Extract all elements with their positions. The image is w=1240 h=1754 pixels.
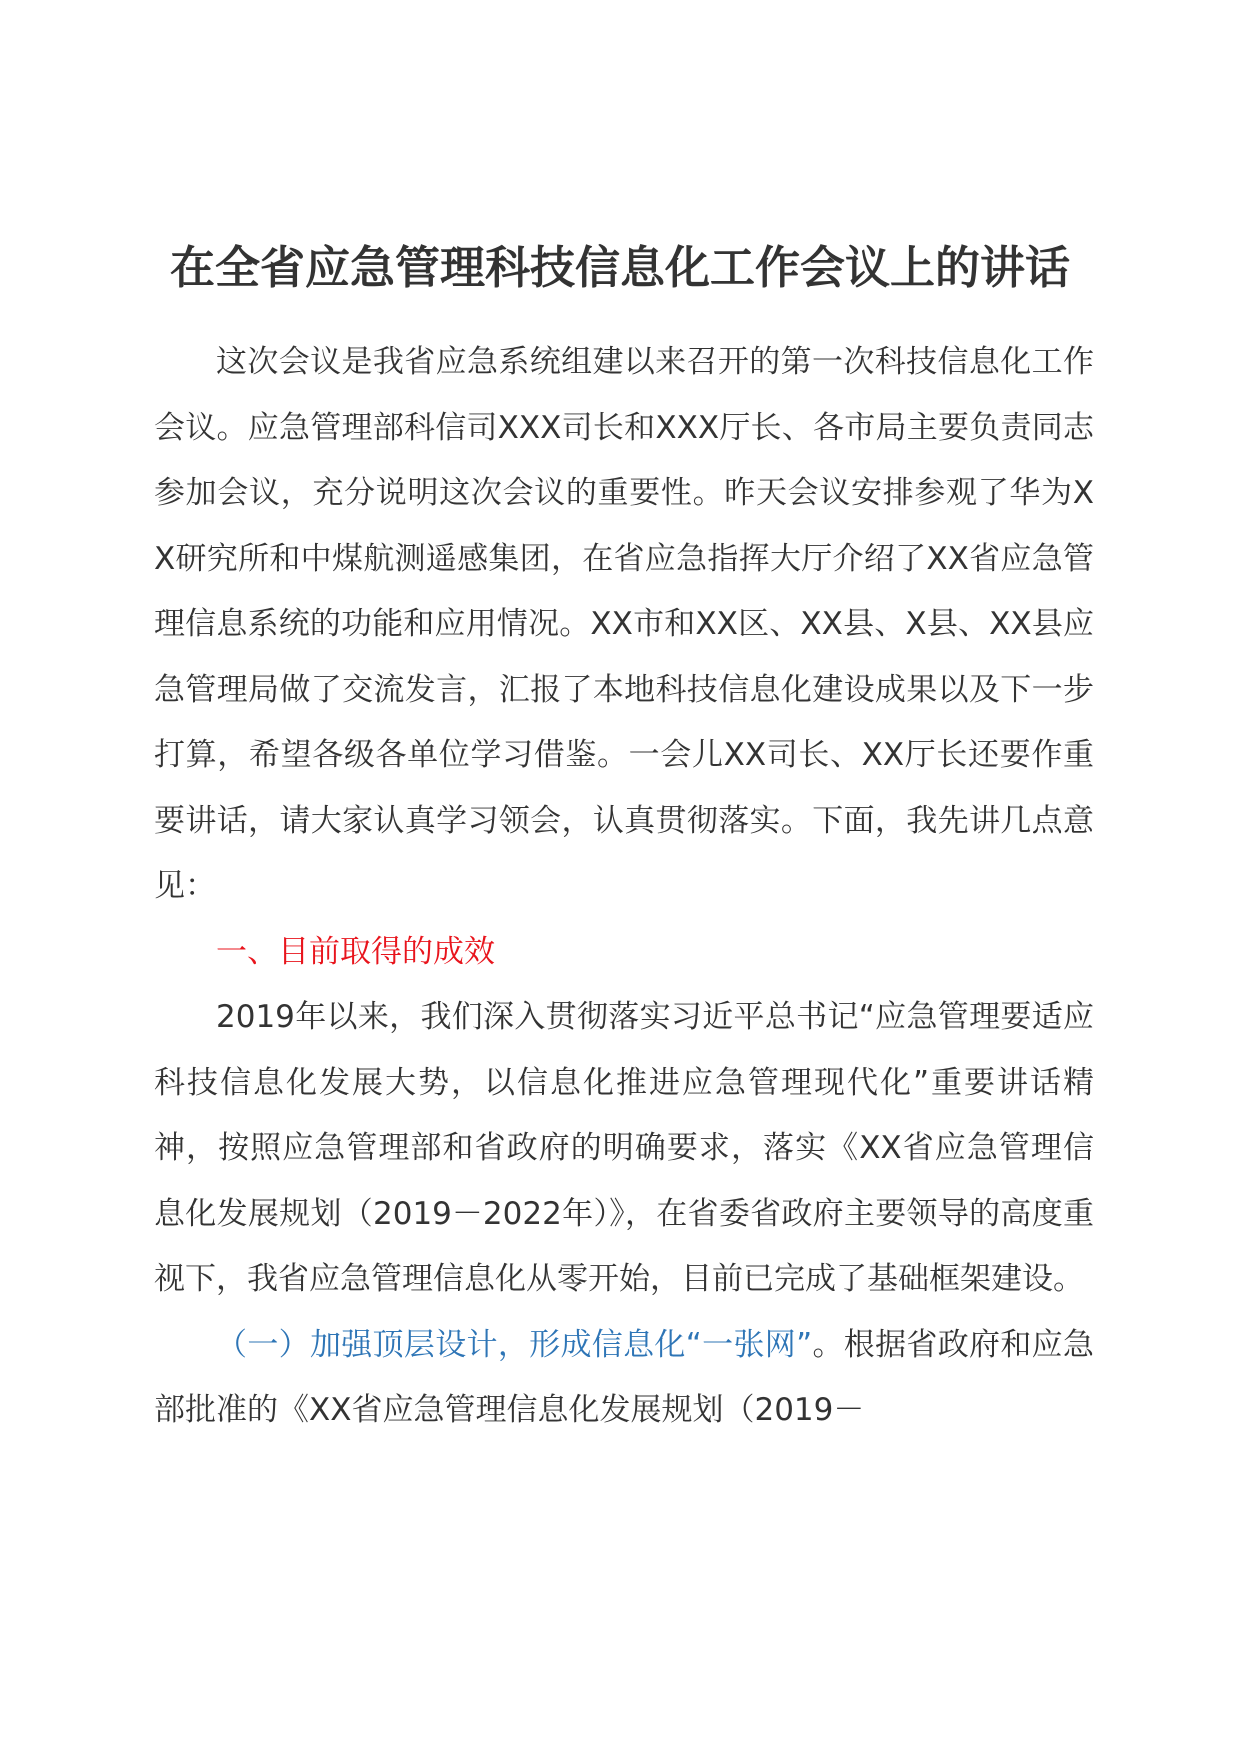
document-body: [154, 330, 1094, 1444]
subsection-text-top-level-design: 。根据省政府和应急部批准的《XX省应急管理信息化发展规划（2019－: [154, 1326, 1094, 1428]
section-heading-achievements: 一、目前取得的成效: [216, 933, 495, 970]
subsection-heading-top-level-design: （一）加强顶层设计，形成信息化“一张网”: [216, 1326, 813, 1363]
document-title: 在全省应急管理科技信息化工作会议上的讲话: [169, 241, 1070, 294]
section-paragraph-achievements: 2019年以来，我们深入贯彻落实习近平总书记“应急管理要适应科技信息化发展大势，以信息化推进应急管理现代化”重要讲话精神，按照应急管理部和省政府的明确要求，落实《XX省应急管理信息化发展规划（2019－2022年）》，在省委省政府主要领导的高度重视下，我省应急管理信息化从零开始，目前已完成了基础框架建设。: [154, 999, 1094, 1297]
intro-paragraph: 这次会议是我省应急系统组建以来召开的第一次科技信息化工作会议。应急管理部科信司XXX司长和XXX厅长、各市局主要负责同志参加会议，充分说明这次会议的重要性。昨天会议安排参观了华为XX研究所和中煤航测遥感集团，在省应急指挥大厅介绍了XX省应急管理信息系统的功能和应用情况。XX市和XX区、XX县、X县、XX县应急管理局做了交流发言，汇报了本地科技信息化建设成果以及下一步打算，希望各级各单位学习借鉴。一会儿XX司长、XX厅长还要作重要讲话，请大家认真学习领会，认真贯彻落实。下面，我先讲几点意见：: [154, 344, 1094, 904]
subsection-paragraph-top-level-design: [154, 1313, 1094, 1444]
